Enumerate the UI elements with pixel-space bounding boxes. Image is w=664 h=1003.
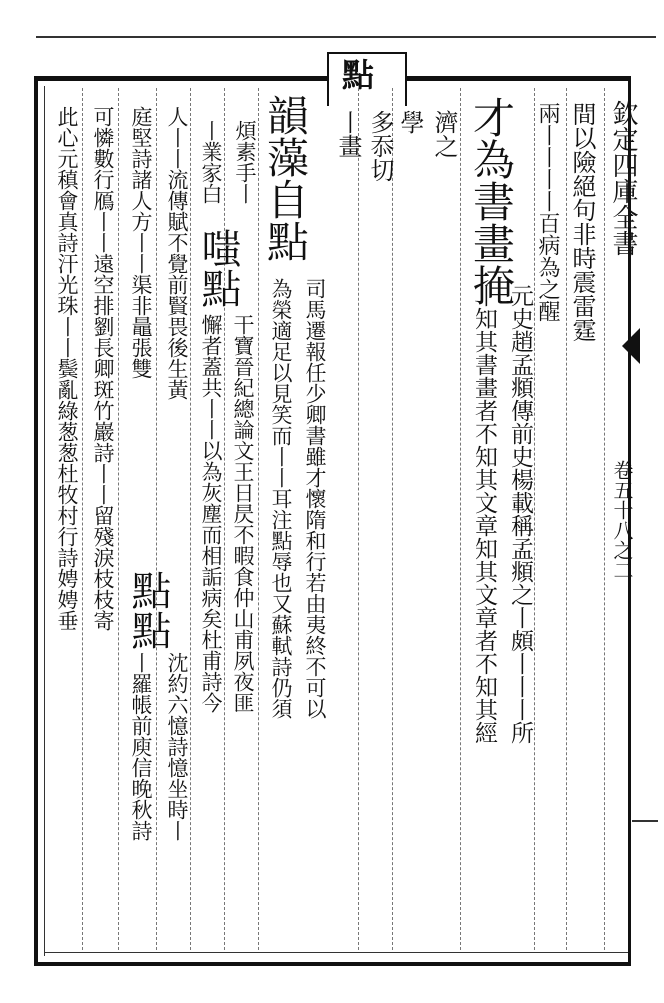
column-separator — [392, 88, 393, 950]
header-character: 點 — [337, 58, 375, 90]
column-separator — [258, 88, 259, 950]
column-1-main: 間以險絕句非時震雷霆 — [568, 102, 596, 342]
column-18-small: 丨羅帳前庾信晚秋詩 — [129, 652, 153, 841]
column-14-small: 懈者蓋共丨丨以為灰塵而相詬病矣杜甫詩今 — [199, 314, 223, 713]
column-separator — [460, 88, 461, 950]
top-border-line — [36, 36, 656, 38]
column-8-small: 丨畫 — [334, 110, 362, 158]
spine-title: 欽定四庫全書 — [608, 100, 638, 256]
column-17-main: 點點 — [125, 570, 171, 650]
frame-inner-bottom-rule — [44, 952, 628, 953]
header-box-top — [327, 52, 407, 54]
column-13-main: 嗤點 — [195, 228, 241, 308]
column-4-small: 元史趙孟頫傳前史楊載稱孟頫之丨頗丨丨丨所 — [507, 284, 533, 744]
column-9-small: 司馬遷報任少卿書雖才懷隋和行若由夷終不可以 — [303, 278, 327, 719]
frame-bottom-rule — [34, 962, 628, 966]
column-separator — [82, 88, 83, 950]
column-separator — [190, 88, 191, 950]
column-separator — [604, 88, 605, 950]
column-separator — [358, 88, 359, 950]
fish-tail-icon — [622, 328, 640, 364]
column-7-small: 多忝切 — [366, 110, 394, 182]
header-box-right — [405, 52, 407, 106]
column-9-main: 韻藻自點 — [261, 94, 310, 262]
column-separator — [566, 88, 567, 950]
column-19-small: 可憐數行鴈丨丨遠空排劉長卿斑竹巖詩丨丨留殘淚枝枝寄 — [91, 106, 115, 631]
spine-mark-line — [632, 820, 658, 822]
column-12-small: 丨業家白 — [199, 120, 223, 204]
column-separator — [156, 88, 157, 950]
column-11-small: 煩素手丨 — [233, 120, 257, 204]
column-20-small: 此心元稹會真詩汗光珠丨丨鬓亂綠葱葱杜牧村行詩娉娉垂 — [55, 106, 79, 631]
spine-volume: 卷五十八之二 — [610, 460, 634, 580]
frame-top-rule-right — [406, 76, 628, 81]
column-2-small: 兩丨丨丨丨百病為之醒 — [535, 102, 560, 322]
column-3-small: 丨知其書畫者不知其文章知其文章者不知其經 — [471, 284, 497, 744]
column-separator — [224, 88, 225, 950]
column-3-main: 才為書畫掩 — [467, 96, 516, 306]
frame-inner-left-rule — [44, 86, 45, 956]
header-box-left — [327, 52, 329, 106]
column-13-small: 干寶晉紀總論文王日昃不暇食仲山甫夙夜匪 — [231, 314, 255, 713]
frame-left-rule — [34, 76, 38, 966]
column-17-small: 沈約六憶詩憶坐時丨 — [165, 652, 189, 841]
column-separator — [118, 88, 119, 950]
frame-top-rule-left — [34, 76, 328, 81]
column-6-small: 學 — [396, 110, 424, 134]
column-16-small: 庭堅詩諸人方丨丨渠非鼂張雙 — [129, 106, 153, 379]
column-15-small: 人丨丨流傳賦不覺前賢畏後生黃 — [165, 106, 189, 400]
column-5-small: 濟之 — [430, 110, 458, 158]
column-10-small: 為榮適足以見笑而丨丨耳注點辱也又蘇軾詩仍須 — [269, 278, 293, 719]
